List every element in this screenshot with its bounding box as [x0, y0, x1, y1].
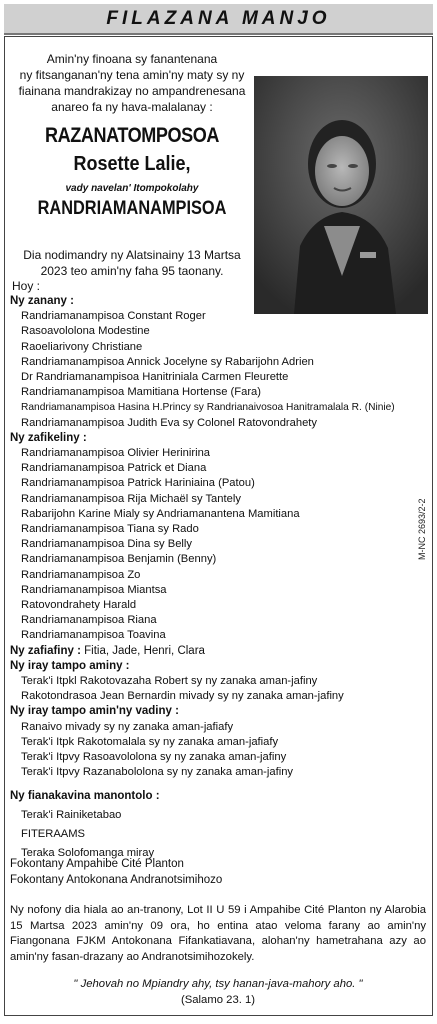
verse-quote: " Jehovah no Mpiandry ahy, tsy hanan-java-mahory aho. "	[73, 978, 363, 990]
section-title-inline	[10, 644, 425, 659]
intro-text	[12, 51, 252, 115]
bible-verse	[10, 977, 426, 1008]
list-item: Randriamanampisoa Patrick et Diana	[21, 462, 207, 475]
list-item: Randriamanampisoa Annick Jocelyne sy Rabarijohn Adrien	[21, 355, 314, 368]
list-item: Randriamanampisoa Constant Roger	[21, 310, 206, 323]
hoy-label: Hoy :	[12, 279, 41, 293]
funeral-text: Ny nofony dia hiala ao an-tranony, Lot II U 59 i Ampahibe Cité Planton ny Alarobia 15 Martsa 2023 amin'ny 09 ora, ho entina atao veloma farany ao amin'ny Fiangonana FJKM Antokonana Fifankatiavana, alohan'ny hametrahana azy ao amin'ny fasan-drazany ao Andranotsimihozokely.	[10, 904, 426, 963]
verse-reference: (Salamo 23. 1)	[180, 993, 256, 1006]
addresses	[10, 857, 222, 888]
list-item: Randriamanampisoa Zo	[21, 568, 141, 581]
reference-code: M-NC 2693/2-2	[417, 498, 427, 560]
list-item: Randriamanampisoa Tiana sy Rado	[21, 523, 199, 536]
address-line: Fokontany Antokonana Andranotsimihozo	[10, 873, 223, 886]
intro-line: Amin'ny finoana sy fanantenana	[46, 52, 218, 66]
section-title: Ny zanany :	[10, 295, 74, 307]
deceased-portrait-photo	[254, 76, 428, 314]
notice-banner	[4, 4, 433, 35]
family-list	[10, 294, 425, 861]
list-item: Rabarijohn Karine Mialy sy Andriamanantena Mamitiana	[21, 507, 300, 520]
list-item: Randriamanampisoa Riana	[21, 614, 157, 627]
list-item: Dr Randriamanampisoa Hanitriniala Carmen Fleurette	[21, 371, 289, 384]
list-item: Terak'i Rainiketabao	[21, 808, 122, 821]
death-line: 2023 teo amin'ny faha 95 taonany.	[40, 264, 224, 278]
list-item: Randriamanampisoa Mamitiana Hortense (Fara)	[21, 386, 262, 399]
list-item: Randriamanampisoa Hasina H.Princy sy Randrianaivosoa Hanitramalala R. (Ninie)	[21, 402, 395, 414]
section-title: Ny zafiafiny :	[10, 644, 81, 657]
list-item: Terak'i Itpvy Rasoavololona sy ny zanaka aman-jafiny	[21, 751, 287, 764]
list-item: Randriamanampisoa Patrick Hariniaina (Patou)	[21, 477, 255, 490]
list-item: Terak'i Itpk Rakotomalala sy ny zanaka aman-jafiafy	[21, 735, 279, 748]
intro-line: fiainana mandrakizay no ampandrenesana	[18, 84, 246, 98]
list-item: Randriamanampisoa Dina sy Belly	[21, 538, 192, 551]
section-title: Ny iray tampo aminy :	[10, 659, 130, 672]
list-item: Randriamanampisoa Rija Michaël sy Tantely	[21, 492, 241, 505]
section-title: Ny fianakavina manontolo :	[10, 789, 160, 802]
death-line: Dia nodimandry ny Alatsinainy 13 Martsa	[23, 248, 241, 262]
address-line: Fokontany Ampahibe Cité Planton	[10, 858, 184, 870]
list-item: Randriamanampisoa Toavina	[21, 629, 166, 642]
list-item: Randriamanampisoa Olivier Herinirina	[21, 447, 211, 460]
list-item: Ratovondrahety Harald	[21, 599, 137, 612]
list-item: Terak'i Itpkl Rakotovazaha Robert sy ny zanaka aman-jafiny	[21, 675, 318, 688]
deceased-given-names: Rosette Lalie,	[73, 153, 191, 175]
list-item: Terak'i Itpvy Razanabololona sy ny zanaka aman-jafiny	[21, 766, 294, 779]
list-item: Randriamanampisoa Miantsa	[21, 583, 167, 596]
intro-line: ny fitsanganan'ny tena amin'ny maty sy ny	[19, 68, 245, 82]
list-item: Ranaivo mivady sy ny zanaka aman-jafiafy	[21, 720, 234, 733]
banner-title: FILAZANA MANJO	[106, 7, 331, 29]
list-item: Teraka Solofomanga miray	[21, 847, 155, 860]
section-inline-names: Fitia, Jade, Henri, Clara	[80, 644, 205, 657]
list-item: Randriamanampisoa Judith Eva sy Colonel Ratovondrahety	[21, 416, 318, 429]
list-item: Raoeliarivony Christiane	[21, 340, 143, 353]
list-item: FITERAAMS	[21, 827, 86, 840]
list-item: Rakotondrasoa Jean Bernardin mivady sy ny zanaka aman-jafiny	[21, 690, 344, 703]
intro-line: anareo fa ny hava-malalanay :	[51, 100, 213, 114]
spouse-name: RANDRIAMANAMPISOA	[37, 198, 227, 219]
section-title: Ny zafikeliny :	[10, 431, 87, 444]
portrait-icon	[254, 76, 428, 314]
death-notice	[12, 247, 252, 279]
spouse-intro: vady navelan' Itompokolahy	[65, 183, 199, 194]
list-item: Rasoavololona Modestine	[21, 325, 150, 338]
list-item: Randriamanampisoa Benjamin (Benny)	[21, 553, 217, 566]
section-title: Ny iray tampo amin'ny vadiny :	[10, 705, 179, 718]
deceased-surname: RAZANATOMPOSOA	[45, 124, 219, 147]
